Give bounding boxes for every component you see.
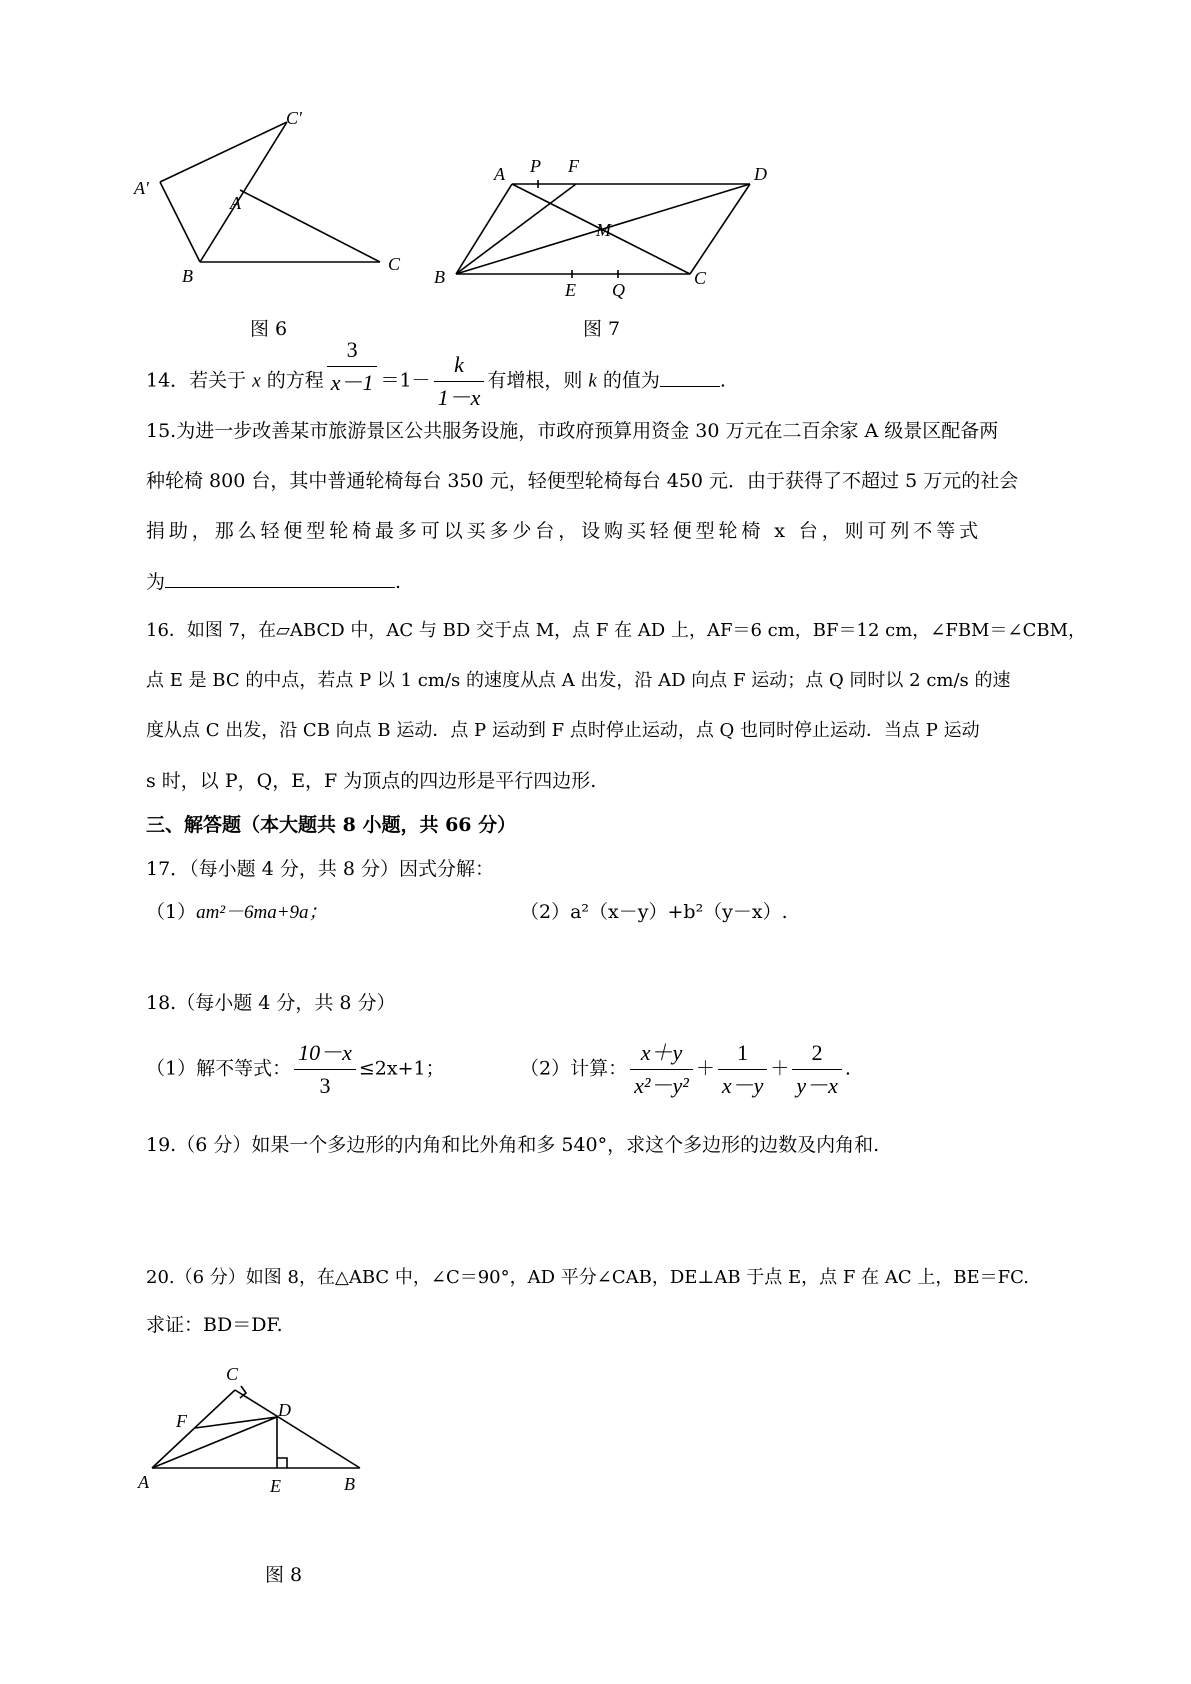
question-16-line-2: 点 E 是 BC 的中点，若点 P 以 1 cm/s 的速度从点 A 出发，沿 AD 向点 F 运动；点 Q 同时以 2 cm/s 的速	[146, 670, 1011, 691]
fig6-caption: 图 6	[250, 318, 288, 340]
question-17-part-2: （2）a²（x－y）+b²（y－x）.	[520, 901, 788, 923]
question-15-line-1: 15.为进一步改善某市旅游景区公共服务设施，市政府预算用资金 30 万元在二百余家 A 级景区配备两	[146, 420, 999, 442]
question-15-line-4: 为 .	[146, 571, 402, 593]
fig8-label-d: D	[278, 1400, 291, 1420]
fig7-label-d: D	[754, 164, 767, 184]
question-19: 19.（6 分）如果一个多边形的内角和比外角和多 540°，求这个多边形的边数及内角和.	[146, 1134, 880, 1156]
figure-7	[428, 150, 778, 300]
fig6-label-a-prime: A′	[134, 178, 149, 198]
question-16-line-1: 16．如图 7，在▱ABCD 中，AC 与 BD 交于点 M，点 F 在 AD 上，AF＝6 cm，BF＝12 cm，∠FBM＝∠CBM，	[146, 620, 1087, 641]
q18-term-2: $\frac{1}{x-y}$	[718, 1040, 768, 1099]
q15-answer-blank[interactable]	[165, 569, 395, 588]
question-20-line-2: 求证：BD＝DF.	[146, 1314, 283, 1336]
question-14: 14．若关于 x 的方程 $\frac{3}{x-1}$ ＝1－ $\frac{k}{1-x}$ 有增根，则 k 的值为 .	[146, 337, 726, 410]
question-18-part-2: （2）计算： $\frac{x+y}{\text{x²－y²}}$ ＋ $\frac{1}{x-y}$ ＋ $\frac{2}{y-x}$ .	[520, 1040, 851, 1098]
q18-term-1: $\frac{x+y}{\text{x²－y²}}$	[630, 1040, 693, 1099]
question-18-part-1: （1）解不等式： $\frac{10-x}{3}$ ≤2x+1；	[146, 1040, 445, 1098]
question-20-line-1: 20.（6 分）如图 8，在△ABC 中，∠C＝90°，AD 平分∠CAB，DE⊥AB 于点 E，点 F 在 AC 上，BE＝FC.	[146, 1267, 1030, 1288]
figure-8	[140, 1356, 400, 1506]
q18-term-3: $\frac{2}{y-x}$	[792, 1040, 842, 1099]
fig8-label-f: F	[176, 1411, 187, 1431]
fig7-label-a: A	[494, 164, 505, 184]
fig7-label-e: E	[565, 280, 576, 300]
fig7-label-c: C	[694, 268, 707, 288]
q14-fraction-2: $\frac{k}{1-x}$	[434, 352, 485, 411]
q14-answer-blank[interactable]	[660, 368, 720, 387]
fig6-label-c-prime: C′	[286, 108, 302, 128]
section-3-heading: 三、解答题（本大题共 8 小题，共 66 分）	[146, 814, 517, 836]
question-15-line-3: 捐助，那么轻便型轮椅最多可以买多少台，设购买轻便型轮椅 x 台，则可列不等式	[146, 520, 982, 542]
fig8-label-b: B	[344, 1474, 355, 1494]
fig7-caption: 图 7	[583, 318, 621, 340]
question-17-part-1: （1）am²－6ma+9a；	[146, 901, 328, 923]
question-18-title: 18.（每小题 4 分，共 8 分）	[146, 992, 396, 1014]
fig8-label-a: A	[138, 1472, 149, 1492]
fig6-label-c: C	[388, 254, 401, 274]
fig7-label-q: Q	[612, 280, 625, 300]
fig8-label-c: C	[226, 1364, 239, 1384]
figure-6	[134, 108, 430, 292]
fig8-label-e: E	[270, 1476, 281, 1496]
question-16-line-3: 度从点 C 出发，沿 CB 向点 B 运动．点 P 运动到 F 点时停止运动，点 Q 也同时停止运动．当点 P 运动	[146, 720, 980, 741]
fig6-label-a: A	[230, 193, 241, 213]
fig7-label-p: P	[530, 156, 541, 176]
fig7-label-b: B	[434, 267, 445, 287]
fig7-label-m: M	[596, 220, 611, 240]
fig8-caption: 图 8	[265, 1564, 303, 1586]
question-16-line-4: s 时，以 P，Q，E，F 为顶点的四边形是平行四边形.	[146, 770, 597, 792]
q18-fraction-1: $\frac{10-x}{3}$	[294, 1040, 356, 1099]
q14-fraction-1: $\frac{3}{x-1}$	[327, 337, 378, 396]
fig6-label-b: B	[182, 266, 193, 286]
question-15-line-2: 种轮椅 800 台，其中普通轮椅每台 350 元，轻便型轮椅每台 450 元．由于获得了不超过 5 万元的社会	[146, 470, 1019, 492]
question-17-title: 17．（每小题 4 分，共 8 分）因式分解：	[146, 858, 495, 880]
fig7-label-f: F	[568, 156, 579, 176]
